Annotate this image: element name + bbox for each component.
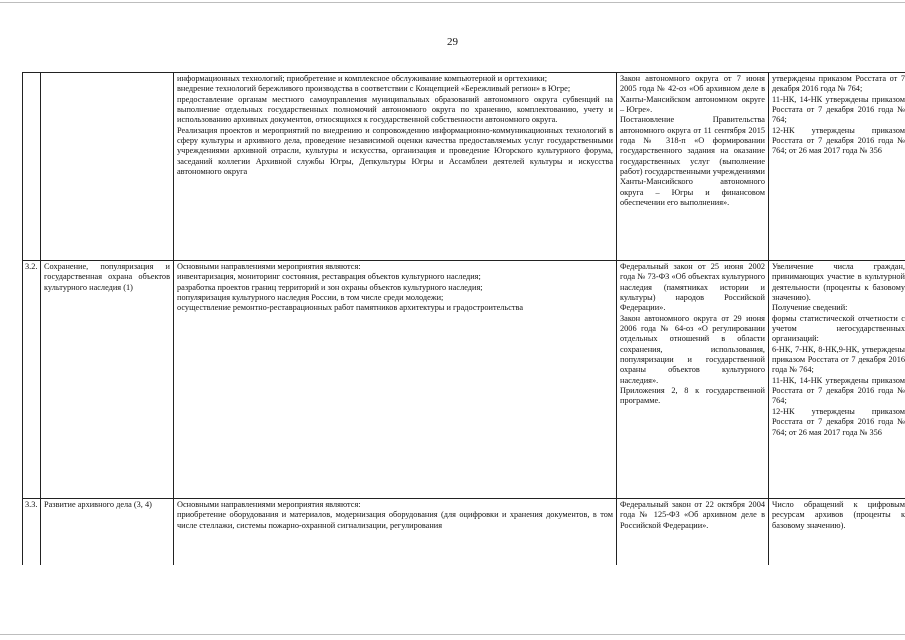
- row-number: [23, 73, 41, 261]
- row-number: 3.2.: [23, 261, 41, 499]
- measure-name: Сохранение, популяризация и государственная охрана объектов культурного наследия (1): [41, 261, 174, 499]
- indicators: утверждены приказом Росстата от 7 декабря 2016 года № 764; 11-НК, 14-НК утверждены приказом Росстата от 7 декабря 2016 года № 764; 12-НК утверждены приказом Росстата от 7 декабря 2016 года № 764; от 26 мая 2017 года № 356: [769, 73, 905, 261]
- table-row: [23, 73, 905, 261]
- indicators: Число обращений к цифровым ресурсам архивов (проценты к базовому значению).: [769, 499, 905, 566]
- program-measures-table: [22, 72, 905, 565]
- measure-directions: Основными направлениями мероприятия являются: инвентаризация, мониторинг состояния, реставрация объектов культурного наследия; разработка проектов границ территорий и зон охраны объектов культурного наследия; популяризация культурного наследия России, в том числе среди молодежи; осуществление ремонтно-реставрационных работ памятников архитектуры и градостроительства: [174, 261, 617, 499]
- row-number: 3.3.: [23, 499, 41, 566]
- top-scan-edge: [0, 2, 905, 3]
- page-number: 29: [447, 36, 458, 48]
- bottom-scan-edge: [0, 634, 905, 635]
- legal-basis: Федеральный закон от 22 октября 2004 года № 125-ФЗ «Об архивном деле в Российской Федерации».: [617, 499, 769, 566]
- measure-name: Развитие архивного дела (3, 4): [41, 499, 174, 566]
- legal-basis: Закон автономного округа от 7 июня 2005 года № 42-оз «Об архивном деле в Ханты-Мансийском автономном округе – Югре». Постановление Правительства автономного округа от 11 сентября 2015 года № 318-п «О формировании государственного задания на оказание государственных услуг (выполнение работ) государственными учреждениями Ханты-Мансийского автономного округа – Югры и финансовом обеспечении его выполнения».: [617, 73, 769, 261]
- table-row: [23, 261, 905, 499]
- table-row: [23, 499, 905, 566]
- legal-basis: Федеральный закон от 25 июня 2002 года № 73-ФЗ «Об объектах культурного наследия (памятниках истории и культуры) народов Российской Федерации». Закон автономного округа от 29 июня 2006 года № 64-оз «О регулировании отдельных отношений в области сохранения, использования, популяризации и государственной охраны объектов культурного наследия». Приложения 2, 8 к государственной программе.: [617, 261, 769, 499]
- measure-directions: Основными направлениями мероприятия являются: приобретение оборудования и материалов, модернизация оборудования (для оцифровки и хранения документов, в том числе стеллажи, системы пожарно-охранной сигнализации, регулирования: [174, 499, 617, 566]
- indicators: Увеличение числа граждан, принимающих участие в культурной деятельности (проценты к базовому значению). Получение сведений: формы статистической отчетности с учетом негосударственных организаций: 6-НК, 7-НК, 8-НК,9-НК, утверждены приказом Росстата от 7 декабря 2016 года № 764; 11-НК, 14-НК утверждены приказом Росстата от 7 декабря 2016 года № 764; 12-НК утверждены приказом Росстата от 7 декабря 2016 года № 764; от 26 мая 2017 года № 356: [769, 261, 905, 499]
- measure-directions: информационных технологий; приобретение и комплексное обслуживание компьютерной и оргтехники; внедрение технологий бережливого производства в соответствии с Концепцией «Бережливый регион» в Югре; предоставление органам местного самоуправления муниципальных образований автономного округа субвенций на выполнение отдельных государственных полномочий автономного округа по хранению, комплектованию, учету и использованию архивных документов, относящихся к государственной собственности автономного округа. Реализация проектов и мероприятий по внедрению и сопровождению информационно-коммуникационных технологий в сферу культуры и архивного дела, проведение независимой оценки качества предоставляемых услуг государственными учреждениями архивной отрасли, культуры и искусства, организация и проведение Югорского культурного форума, заседаний коллегии Архивной службы Югры, Депкультуры Югры и Ассамблеи деятелей культуры и искусства автономного округа: [174, 73, 617, 261]
- measure-name: [41, 73, 174, 261]
